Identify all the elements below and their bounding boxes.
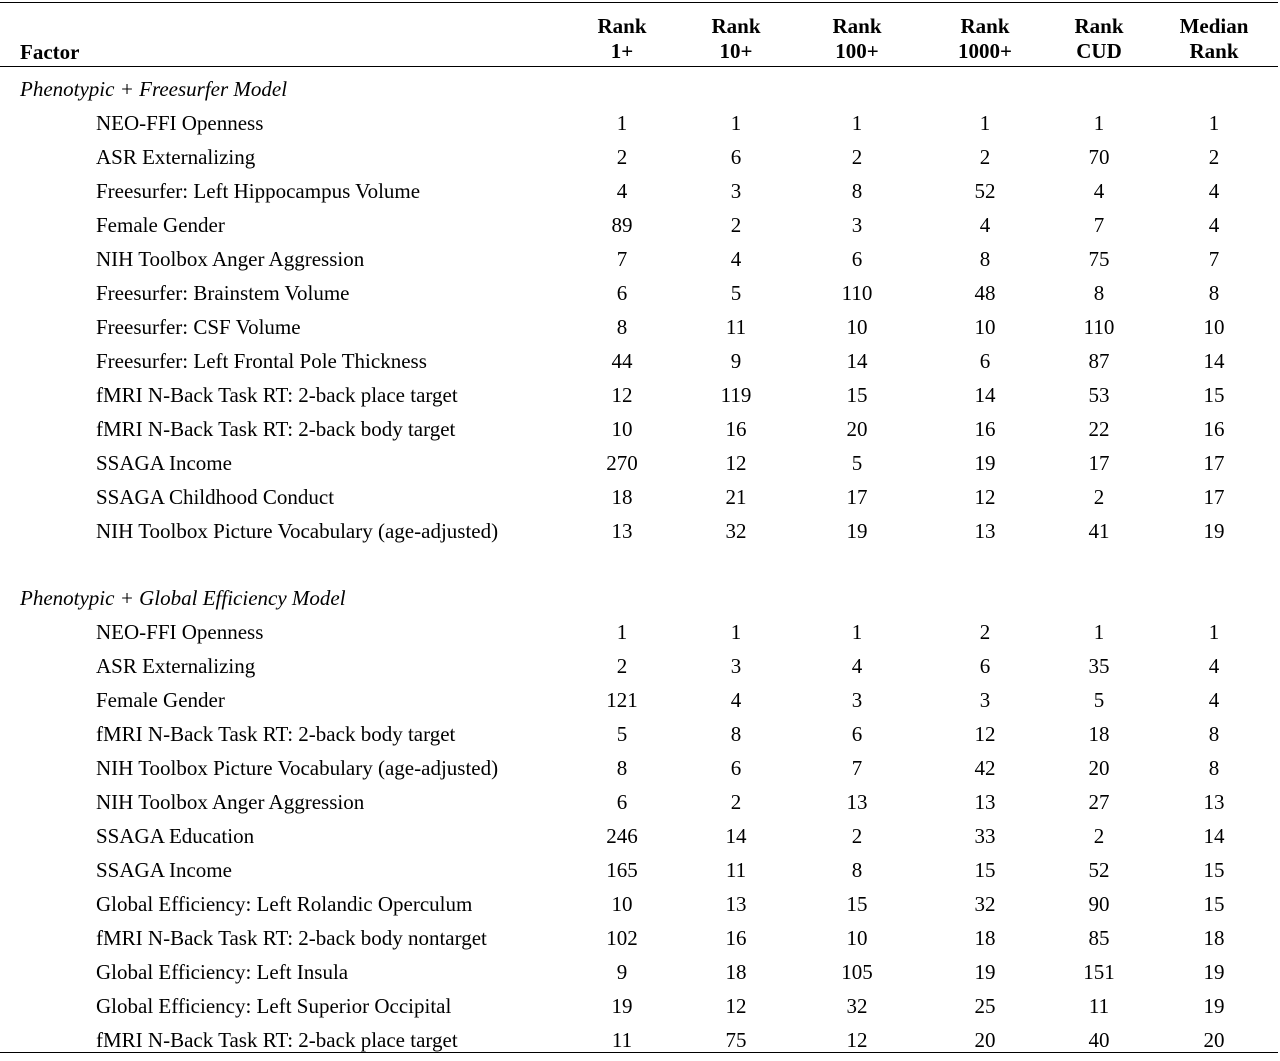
value-cell: 16 bbox=[974, 417, 996, 441]
value-cell: 15 bbox=[1203, 858, 1225, 882]
header-line: Rank bbox=[711, 14, 761, 38]
value-cell: 17 bbox=[1203, 485, 1225, 509]
value-cell: 90 bbox=[1088, 892, 1110, 916]
table-row bbox=[0, 518, 1280, 552]
value-cell: 12 bbox=[611, 383, 633, 407]
value-cell: 15 bbox=[1203, 892, 1225, 916]
value-cell: 32 bbox=[846, 994, 868, 1018]
value-cell: 15 bbox=[974, 858, 996, 882]
value-cell: 3 bbox=[730, 179, 742, 203]
value-cell: 1 bbox=[1093, 620, 1105, 644]
value-cell: 19 bbox=[611, 994, 633, 1018]
value-cell: 19 bbox=[974, 960, 996, 984]
table-row bbox=[0, 993, 1280, 1027]
header-line: Rank bbox=[1189, 39, 1239, 63]
factor-cell: fMRI N-Back Task RT: 2-back place target bbox=[96, 1028, 458, 1052]
factor-cell: SSAGA Childhood Conduct bbox=[96, 485, 335, 509]
value-cell: 4 bbox=[616, 179, 628, 203]
factor-cell: Global Efficiency: Left Superior Occipital bbox=[96, 994, 452, 1018]
value-cell: 1 bbox=[1208, 111, 1220, 135]
factor-cell: Freesurfer: Left Hippocampus Volume bbox=[96, 179, 421, 203]
value-cell: 2 bbox=[1208, 145, 1220, 169]
value-cell: 10 bbox=[611, 417, 633, 441]
value-cell: 3 bbox=[851, 213, 863, 237]
value-cell: 33 bbox=[974, 824, 996, 848]
value-cell: 14 bbox=[1203, 824, 1225, 848]
value-cell: 10 bbox=[846, 926, 868, 950]
value-cell: 270 bbox=[606, 451, 638, 475]
value-cell: 13 bbox=[974, 790, 996, 814]
value-cell: 25 bbox=[974, 994, 996, 1018]
table-header bbox=[0, 14, 1280, 66]
header-line: Median bbox=[1179, 14, 1249, 38]
header-rank-cud bbox=[1039, 14, 1159, 64]
table-row bbox=[0, 653, 1280, 687]
header-rank-1plus bbox=[562, 14, 682, 64]
value-cell: 4 bbox=[1208, 179, 1220, 203]
value-cell: 1 bbox=[616, 111, 628, 135]
factor-cell: Freesurfer: Left Frontal Pole Thickness bbox=[96, 349, 427, 373]
value-cell: 20 bbox=[846, 417, 868, 441]
value-cell: 15 bbox=[846, 892, 868, 916]
value-cell: 6 bbox=[616, 281, 628, 305]
value-cell: 14 bbox=[846, 349, 868, 373]
table-row bbox=[0, 212, 1280, 246]
table-row bbox=[0, 314, 1280, 348]
value-cell: 110 bbox=[1083, 315, 1115, 339]
value-cell: 18 bbox=[611, 485, 633, 509]
value-cell: 18 bbox=[974, 926, 996, 950]
value-cell: 8 bbox=[616, 315, 628, 339]
value-cell: 13 bbox=[725, 892, 747, 916]
value-cell: 3 bbox=[851, 688, 863, 712]
value-cell: 10 bbox=[611, 892, 633, 916]
value-cell: 4 bbox=[979, 213, 991, 237]
value-cell: 5 bbox=[851, 451, 863, 475]
value-cell: 13 bbox=[846, 790, 868, 814]
value-cell: 5 bbox=[730, 281, 742, 305]
section-title: Phenotypic + Global Efficiency Model bbox=[20, 586, 346, 610]
factor-cell: NIH Toolbox Anger Aggression bbox=[96, 790, 365, 814]
header-line: 1+ bbox=[610, 39, 634, 63]
factor-cell: NIH Toolbox Picture Vocabulary (age-adjusted) bbox=[96, 756, 499, 780]
value-cell: 8 bbox=[616, 756, 628, 780]
factor-cell: SSAGA Education bbox=[96, 824, 255, 848]
value-cell: 32 bbox=[725, 519, 747, 543]
value-cell: 20 bbox=[1088, 756, 1110, 780]
factor-cell: SSAGA Income bbox=[96, 451, 232, 475]
value-cell: 8 bbox=[1208, 756, 1220, 780]
table-row bbox=[0, 619, 1280, 653]
value-cell: 17 bbox=[1203, 451, 1225, 475]
header-rank-10plus bbox=[676, 14, 796, 64]
value-cell: 1 bbox=[979, 111, 991, 135]
value-cell: 8 bbox=[851, 858, 863, 882]
value-cell: 8 bbox=[979, 247, 991, 271]
factor-cell: Female Gender bbox=[96, 688, 225, 712]
value-cell: 42 bbox=[974, 756, 996, 780]
value-cell: 11 bbox=[725, 315, 747, 339]
value-cell: 102 bbox=[606, 926, 638, 950]
value-cell: 119 bbox=[720, 383, 752, 407]
value-cell: 13 bbox=[974, 519, 996, 543]
header-line: 100+ bbox=[835, 39, 879, 63]
table-row bbox=[0, 721, 1280, 755]
value-cell: 9 bbox=[616, 960, 628, 984]
value-cell: 14 bbox=[725, 824, 747, 848]
table-row bbox=[0, 280, 1280, 314]
factor-cell: NEO-FFI Openness bbox=[96, 620, 264, 644]
value-cell: 8 bbox=[1208, 281, 1220, 305]
value-cell: 18 bbox=[725, 960, 747, 984]
value-cell: 48 bbox=[974, 281, 996, 305]
value-cell: 15 bbox=[1203, 383, 1225, 407]
value-cell: 17 bbox=[1088, 451, 1110, 475]
value-cell: 27 bbox=[1088, 790, 1110, 814]
header-rank-100plus bbox=[797, 14, 917, 64]
table-row bbox=[0, 348, 1280, 382]
value-cell: 8 bbox=[851, 179, 863, 203]
factor-cell: Freesurfer: Brainstem Volume bbox=[96, 281, 350, 305]
table-row bbox=[0, 416, 1280, 450]
value-cell: 2 bbox=[979, 620, 991, 644]
value-cell: 15 bbox=[846, 383, 868, 407]
value-cell: 40 bbox=[1088, 1028, 1110, 1052]
value-cell: 6 bbox=[616, 790, 628, 814]
value-cell: 9 bbox=[730, 349, 742, 373]
value-cell: 2 bbox=[979, 145, 991, 169]
value-cell: 3 bbox=[979, 688, 991, 712]
value-cell: 13 bbox=[611, 519, 633, 543]
header-line: Rank bbox=[1074, 14, 1124, 38]
value-cell: 6 bbox=[730, 145, 742, 169]
factor-cell: fMRI N-Back Task RT: 2-back body target bbox=[96, 417, 456, 441]
header-line: 1000+ bbox=[958, 39, 1012, 63]
value-cell: 6 bbox=[851, 247, 863, 271]
header-line: CUD bbox=[1076, 39, 1122, 63]
value-cell: 12 bbox=[974, 485, 996, 509]
value-cell: 12 bbox=[725, 451, 747, 475]
table-row bbox=[0, 246, 1280, 280]
value-cell: 1 bbox=[851, 111, 863, 135]
value-cell: 7 bbox=[1208, 247, 1220, 271]
value-cell: 8 bbox=[730, 722, 742, 746]
value-cell: 89 bbox=[611, 213, 633, 237]
value-cell: 19 bbox=[974, 451, 996, 475]
factor-cell: Global Efficiency: Left Insula bbox=[96, 960, 349, 984]
value-cell: 7 bbox=[851, 756, 863, 780]
factor-cell: ASR Externalizing bbox=[96, 654, 256, 678]
value-cell: 52 bbox=[1088, 858, 1110, 882]
header-rank-1000plus bbox=[925, 14, 1045, 64]
value-cell: 1 bbox=[730, 620, 742, 644]
value-cell: 2 bbox=[851, 145, 863, 169]
table-row bbox=[0, 144, 1280, 178]
value-cell: 7 bbox=[1093, 213, 1105, 237]
value-cell: 2 bbox=[1093, 485, 1105, 509]
value-cell: 4 bbox=[1208, 654, 1220, 678]
value-cell: 12 bbox=[725, 994, 747, 1018]
value-cell: 16 bbox=[725, 926, 747, 950]
value-cell: 87 bbox=[1088, 349, 1110, 373]
value-cell: 1 bbox=[851, 620, 863, 644]
header-line: Rank bbox=[597, 14, 647, 38]
value-cell: 121 bbox=[606, 688, 638, 712]
factor-cell: Global Efficiency: Left Rolandic Operculum bbox=[96, 892, 473, 916]
value-cell: 1 bbox=[616, 620, 628, 644]
value-cell: 19 bbox=[1203, 960, 1225, 984]
section-title: Phenotypic + Freesurfer Model bbox=[20, 77, 288, 101]
value-cell: 246 bbox=[606, 824, 638, 848]
value-cell: 1 bbox=[1093, 111, 1105, 135]
table-top-rule bbox=[0, 2, 1278, 3]
value-cell: 16 bbox=[725, 417, 747, 441]
factor-cell: ASR Externalizing bbox=[96, 145, 256, 169]
value-cell: 6 bbox=[851, 722, 863, 746]
value-cell: 2 bbox=[616, 654, 628, 678]
value-cell: 151 bbox=[1083, 960, 1115, 984]
value-cell: 6 bbox=[979, 654, 991, 678]
value-cell: 6 bbox=[979, 349, 991, 373]
value-cell: 14 bbox=[974, 383, 996, 407]
value-cell: 4 bbox=[1208, 213, 1220, 237]
value-cell: 75 bbox=[725, 1028, 747, 1052]
value-cell: 2 bbox=[1093, 824, 1105, 848]
value-cell: 5 bbox=[616, 722, 628, 746]
value-cell: 8 bbox=[1093, 281, 1105, 305]
factor-cell: SSAGA Income bbox=[96, 858, 232, 882]
value-cell: 18 bbox=[1088, 722, 1110, 746]
table-row bbox=[0, 891, 1280, 925]
value-cell: 16 bbox=[1203, 417, 1225, 441]
table-row bbox=[0, 484, 1280, 518]
table-row bbox=[0, 382, 1280, 416]
header-factor: Factor bbox=[20, 40, 80, 64]
factor-cell: NIH Toolbox Picture Vocabulary (age-adjusted) bbox=[96, 519, 499, 543]
value-cell: 14 bbox=[1203, 349, 1225, 373]
value-cell: 2 bbox=[730, 213, 742, 237]
value-cell: 2 bbox=[616, 145, 628, 169]
value-cell: 53 bbox=[1088, 383, 1110, 407]
factor-cell: NEO-FFI Openness bbox=[96, 111, 264, 135]
value-cell: 1 bbox=[1208, 620, 1220, 644]
value-cell: 1 bbox=[730, 111, 742, 135]
value-cell: 12 bbox=[846, 1028, 868, 1052]
header-line: 10+ bbox=[719, 39, 753, 63]
value-cell: 4 bbox=[1093, 179, 1105, 203]
table-row bbox=[0, 925, 1280, 959]
table-row bbox=[0, 687, 1280, 721]
table-header-rule bbox=[0, 66, 1278, 67]
value-cell: 165 bbox=[606, 858, 638, 882]
value-cell: 4 bbox=[730, 688, 742, 712]
factor-cell: NIH Toolbox Anger Aggression bbox=[96, 247, 365, 271]
value-cell: 11 bbox=[725, 858, 747, 882]
value-cell: 22 bbox=[1088, 417, 1110, 441]
table-row bbox=[0, 450, 1280, 484]
value-cell: 19 bbox=[1203, 994, 1225, 1018]
value-cell: 20 bbox=[1203, 1028, 1225, 1052]
table-row bbox=[0, 959, 1280, 993]
value-cell: 4 bbox=[1208, 688, 1220, 712]
value-cell: 10 bbox=[1203, 315, 1225, 339]
value-cell: 11 bbox=[611, 1028, 633, 1052]
value-cell: 32 bbox=[974, 892, 996, 916]
header-line: Rank bbox=[832, 14, 882, 38]
factor-cell: Female Gender bbox=[96, 213, 225, 237]
value-cell: 12 bbox=[974, 722, 996, 746]
value-cell: 2 bbox=[851, 824, 863, 848]
value-cell: 5 bbox=[1093, 688, 1105, 712]
table-bottom-rule bbox=[0, 1052, 1278, 1053]
value-cell: 13 bbox=[1203, 790, 1225, 814]
factor-cell: fMRI N-Back Task RT: 2-back body nontarget bbox=[96, 926, 487, 950]
value-cell: 4 bbox=[730, 247, 742, 271]
header-line: Rank bbox=[960, 14, 1010, 38]
value-cell: 20 bbox=[974, 1028, 996, 1052]
value-cell: 105 bbox=[841, 960, 873, 984]
header-median-rank bbox=[1154, 14, 1274, 64]
value-cell: 6 bbox=[730, 756, 742, 780]
value-cell: 19 bbox=[1203, 519, 1225, 543]
table-row bbox=[0, 110, 1280, 144]
table-row bbox=[0, 755, 1280, 789]
table-row bbox=[0, 789, 1280, 823]
value-cell: 17 bbox=[846, 485, 868, 509]
value-cell: 41 bbox=[1088, 519, 1110, 543]
value-cell: 21 bbox=[725, 485, 747, 509]
value-cell: 10 bbox=[974, 315, 996, 339]
value-cell: 85 bbox=[1088, 926, 1110, 950]
table-row bbox=[0, 823, 1280, 857]
value-cell: 75 bbox=[1088, 247, 1110, 271]
value-cell: 4 bbox=[851, 654, 863, 678]
factor-cell: fMRI N-Back Task RT: 2-back place target bbox=[96, 383, 458, 407]
value-cell: 2 bbox=[730, 790, 742, 814]
value-cell: 8 bbox=[1208, 722, 1220, 746]
table-row bbox=[0, 178, 1280, 212]
value-cell: 110 bbox=[841, 281, 873, 305]
value-cell: 70 bbox=[1088, 145, 1110, 169]
value-cell: 52 bbox=[974, 179, 996, 203]
value-cell: 44 bbox=[611, 349, 633, 373]
factor-cell: fMRI N-Back Task RT: 2-back body target bbox=[96, 722, 456, 746]
value-cell: 18 bbox=[1203, 926, 1225, 950]
value-cell: 19 bbox=[846, 519, 868, 543]
value-cell: 11 bbox=[1088, 994, 1110, 1018]
value-cell: 35 bbox=[1088, 654, 1110, 678]
value-cell: 3 bbox=[730, 654, 742, 678]
factor-cell: Freesurfer: CSF Volume bbox=[96, 315, 301, 339]
table-row bbox=[0, 857, 1280, 891]
value-cell: 10 bbox=[846, 315, 868, 339]
value-cell: 7 bbox=[616, 247, 628, 271]
